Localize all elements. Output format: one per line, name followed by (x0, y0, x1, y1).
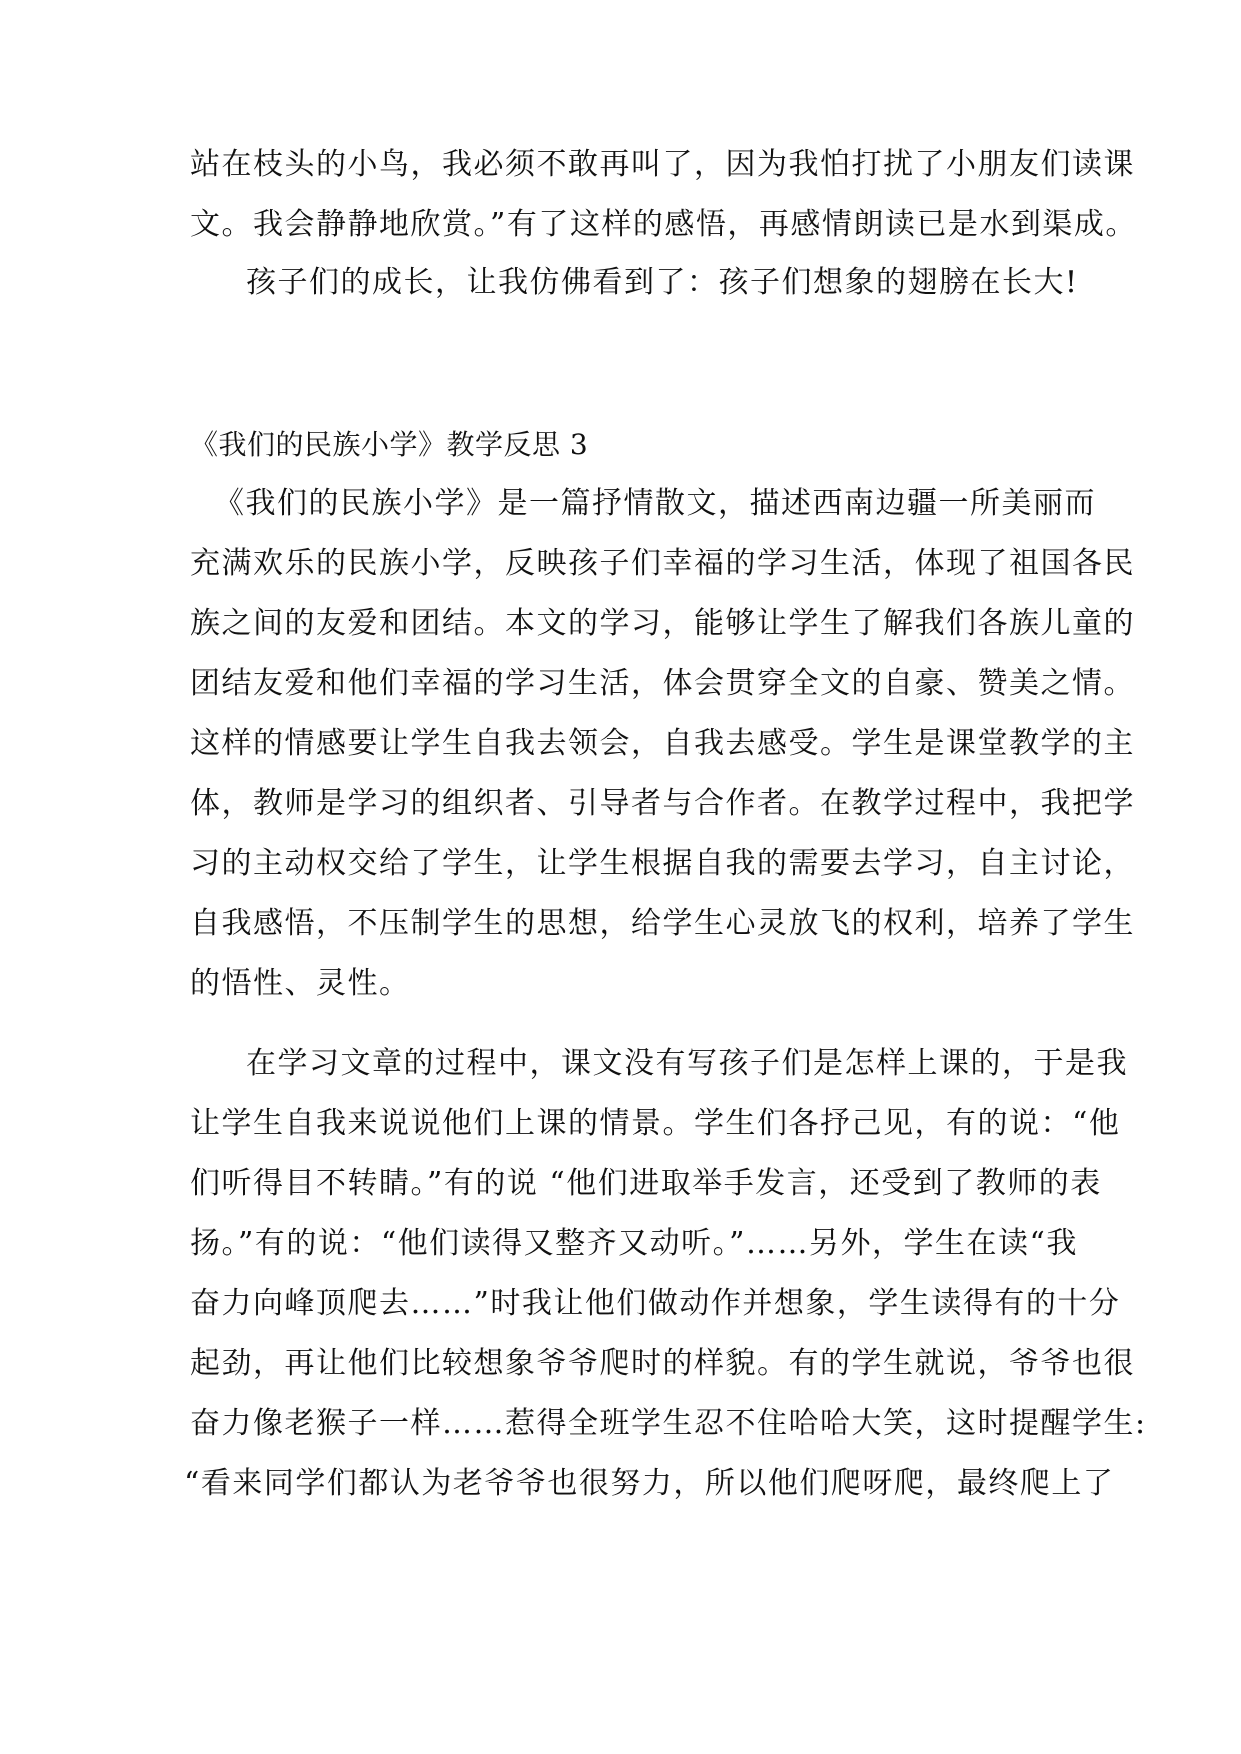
paragraph-line: 起劲，再让他们比较想象爷爷爬时的样貌。有的学生就说，爷爷也很 (190, 1346, 1135, 1381)
paragraph-line: 奋力向峰顶爬去……”时我让他们做动作并想象，学生读得有的十分 (190, 1286, 1121, 1321)
section-title: 《我们的民族小学》教学反思 3 (190, 428, 589, 461)
paragraph-line: 习的主动权交给了学生，让学生根据自我的需要去学习，自主讨论， (190, 846, 1135, 881)
paragraph-line: 奋力像老猴子一样……惹得全班学生忍不住哈哈大笑，这时提醒学生: (190, 1406, 1147, 1441)
paragraph-line: 的悟性、灵性。 (190, 966, 411, 1001)
paragraph-line: 族之间的友爱和团结。本文的学习，能够让学生了解我们各族儿童的 (190, 606, 1135, 641)
paragraph-line: 这样的情感要让学生自我去领会，自我去感受。学生是课堂教学的主 (190, 726, 1135, 761)
paragraph-line: 《我们的民族小学》是一篇抒情散文，描述西南边疆一所美丽而 (214, 486, 1096, 521)
paragraph-line: 扬。”有的说：“他们读得又整齐又动听。”……另外，学生在读“我 (190, 1226, 1078, 1261)
paragraph-line: 让学生自我来说说他们上课的情景。学生们各抒己见，有的说：“他 (190, 1106, 1121, 1141)
paragraph-line: 们听得目不转睛。”有的说 “他们进取举手发言，还受到了教师的表 (190, 1166, 1102, 1201)
paragraph-line: 充满欢乐的民族小学，反映孩子们幸福的学习生活，体现了祖国各民 (190, 546, 1135, 581)
paragraph-line: 体，教师是学习的组织者、引导者与合作者。在教学过程中，我把学 (190, 786, 1135, 821)
paragraph-line: 在学习文章的过程中，课文没有写孩子们是怎样上课的，于是我 (246, 1046, 1128, 1081)
paragraph-line: 团结友爱和他们幸福的学习生活，体会贯穿全文的自豪、赞美之情。 (190, 666, 1135, 701)
paragraph-line: 孩子们的成长，让我仿佛看到了：孩子们想象的翅膀在长大! (246, 265, 1079, 300)
paragraph-line: 自我感悟，不压制学生的思想，给学生心灵放飞的权利，培养了学生 (190, 906, 1135, 941)
paragraph-line: 文。我会静静地欣赏。”有了这样的感悟，再感情朗读已是水到渠成。 (190, 207, 1137, 242)
paragraph-line: “看来同学们都认为老爷爷也很努力，所以他们爬呀爬，最终爬上了 (184, 1466, 1115, 1501)
paragraph-line: 站在枝头的小鸟，我必须不敢再叫了，因为我怕打扰了小朋友们读课 (190, 147, 1135, 182)
